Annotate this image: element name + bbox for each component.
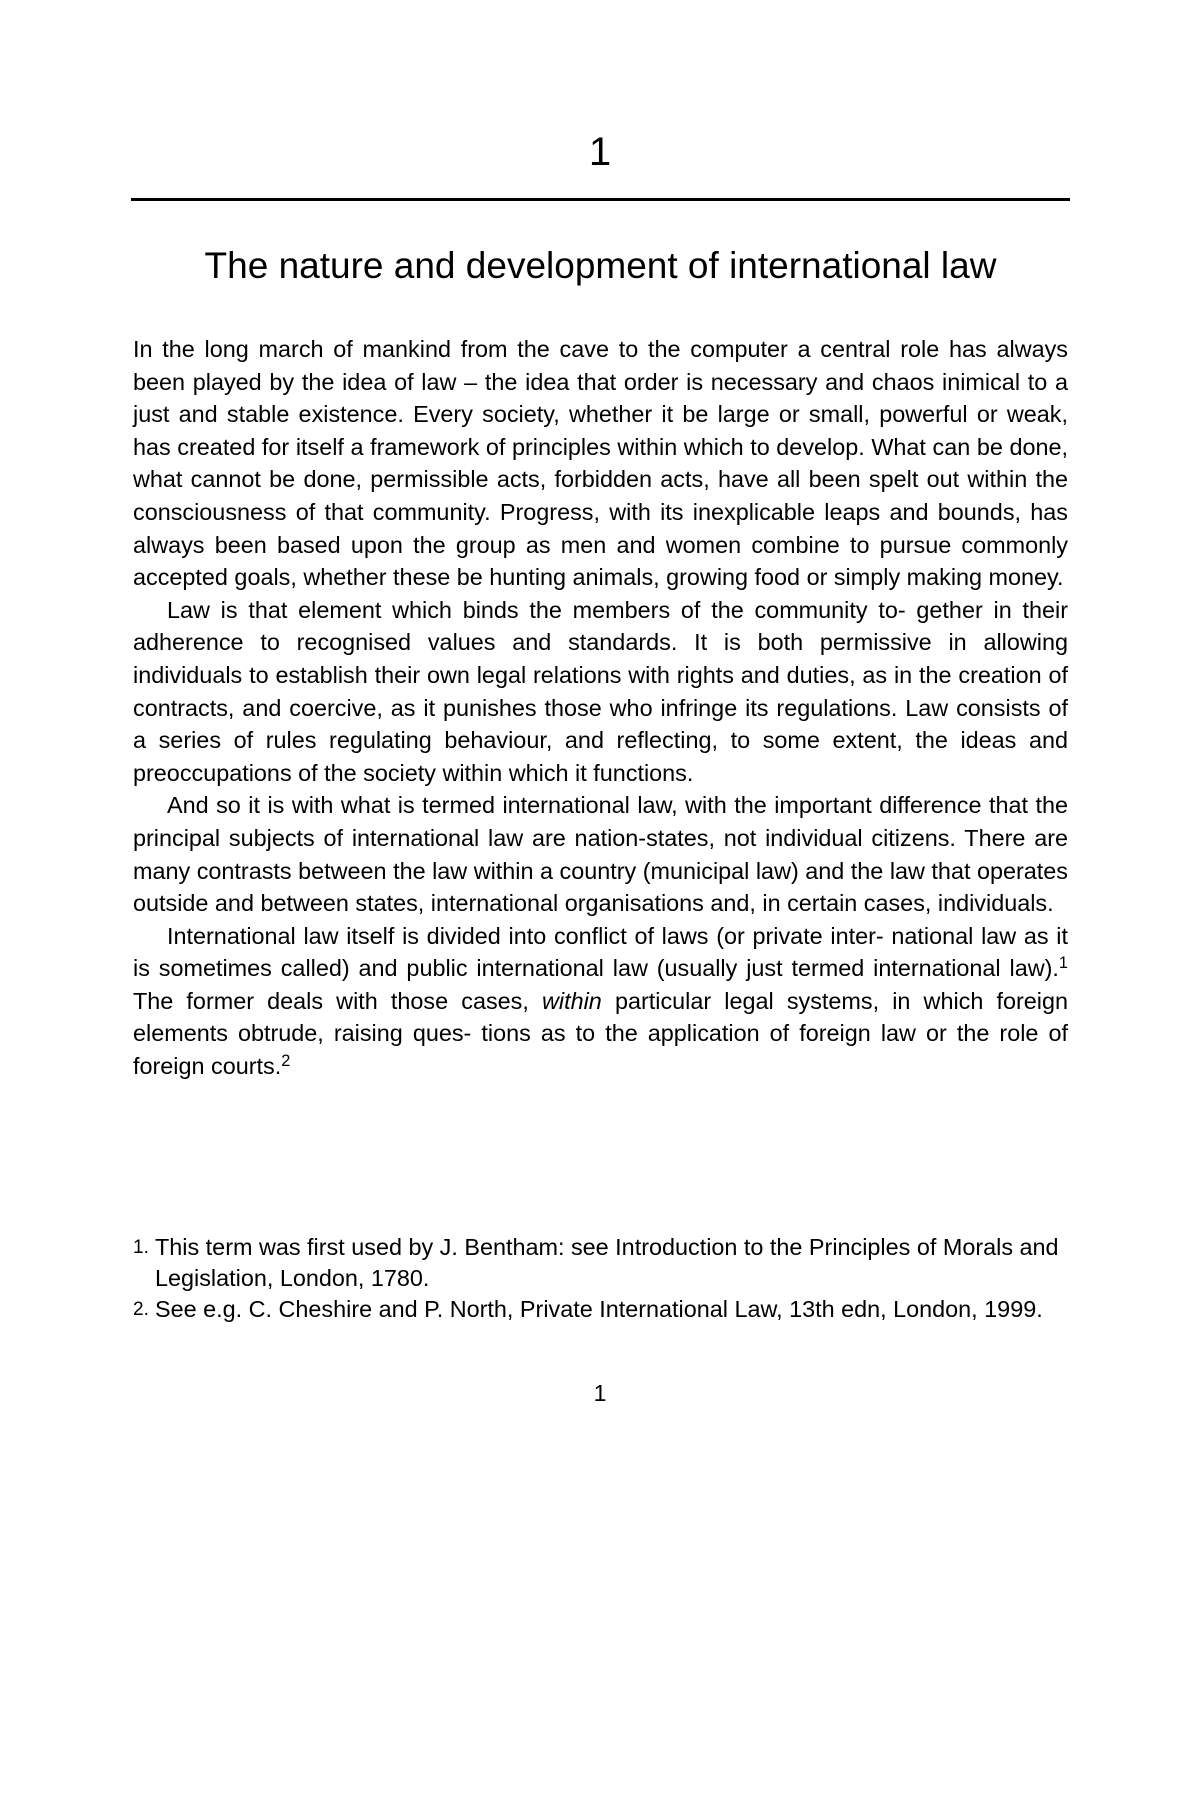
chapter-number: 1 xyxy=(588,130,612,174)
body-text xyxy=(133,333,1068,1083)
footnote-reference-2[interactable]: 2 xyxy=(281,1051,291,1070)
chapter-divider xyxy=(131,198,1070,201)
paragraph-4 xyxy=(133,920,1068,1083)
paragraph-4-text-b: The former deals with those cases, xyxy=(133,987,542,1014)
paragraph-3: And so it is with what is termed international law, with the important difference that the principal subjects of international law are nation-states, not individual citizens. There are many contrasts between the law within a country (municipal law) and the law that operates outside and between states, international organisations and, in certain cases, individuals. xyxy=(133,792,1068,917)
footnote-1 xyxy=(133,1232,1068,1294)
footnote-reference-1[interactable]: 1 xyxy=(1058,954,1068,973)
footnote-2 xyxy=(133,1294,1068,1325)
footnote-text: This term was first used by J. Bentham: see Introduction to the Principles of Morals and Legislation, London, 1780. xyxy=(155,1234,1059,1291)
paragraph-4-text-a: International law itself is divided into conflict of laws (or private inter- national law as it is sometimes called) and public international law (usually just termed international law). xyxy=(133,922,1068,982)
footnote-number: 2. xyxy=(133,1299,149,1320)
footnote-text: See e.g. C. Cheshire and P. North, Private International Law, 13th edn, London, 1999. xyxy=(155,1296,1043,1322)
emphasis-within: within xyxy=(542,987,602,1014)
paragraph-1: In the long march of mankind from the cave to the computer a central role has always been played by the idea of law – the idea that order is necessary and chaos inimical to a just and stable existence. Every society, whether it be large or small, powerful or weak, has created for itself a framework of principles within which to develop. What can be done, what cannot be done, permissible acts, forbidden acts, have all been spelt out within the consciousness of that community. Progress, with its inexplicable leaps and bounds, has always been based upon the group as men and women combine to pursue commonly accepted goals, whether these be hunting animals, growing food or simply making money. xyxy=(133,336,1068,591)
paragraph-4-text-c: particular legal systems, in which foreign elements obtrude, raising ques- tions as to the application of foreign law or the role of foreign courts. xyxy=(133,987,1068,1080)
footnote-number: 1. xyxy=(133,1237,149,1258)
page-number: 1 xyxy=(593,1380,607,1406)
footnotes xyxy=(133,1232,1068,1325)
chapter-title: The nature and development of international law xyxy=(204,245,997,286)
paragraph-2: Law is that element which binds the members of the community to- gether in their adherence to recognised values and standards. It is both permissive in allowing individuals to establish their own legal relations with rights and duties, as in the creation of contracts, and coercive, as it punishes those who infringe its regulations. Law consists of a series of rules regulating behaviour, and reflecting, to some extent, the ideas and preoccupations of the society within which it functions. xyxy=(133,596,1068,786)
